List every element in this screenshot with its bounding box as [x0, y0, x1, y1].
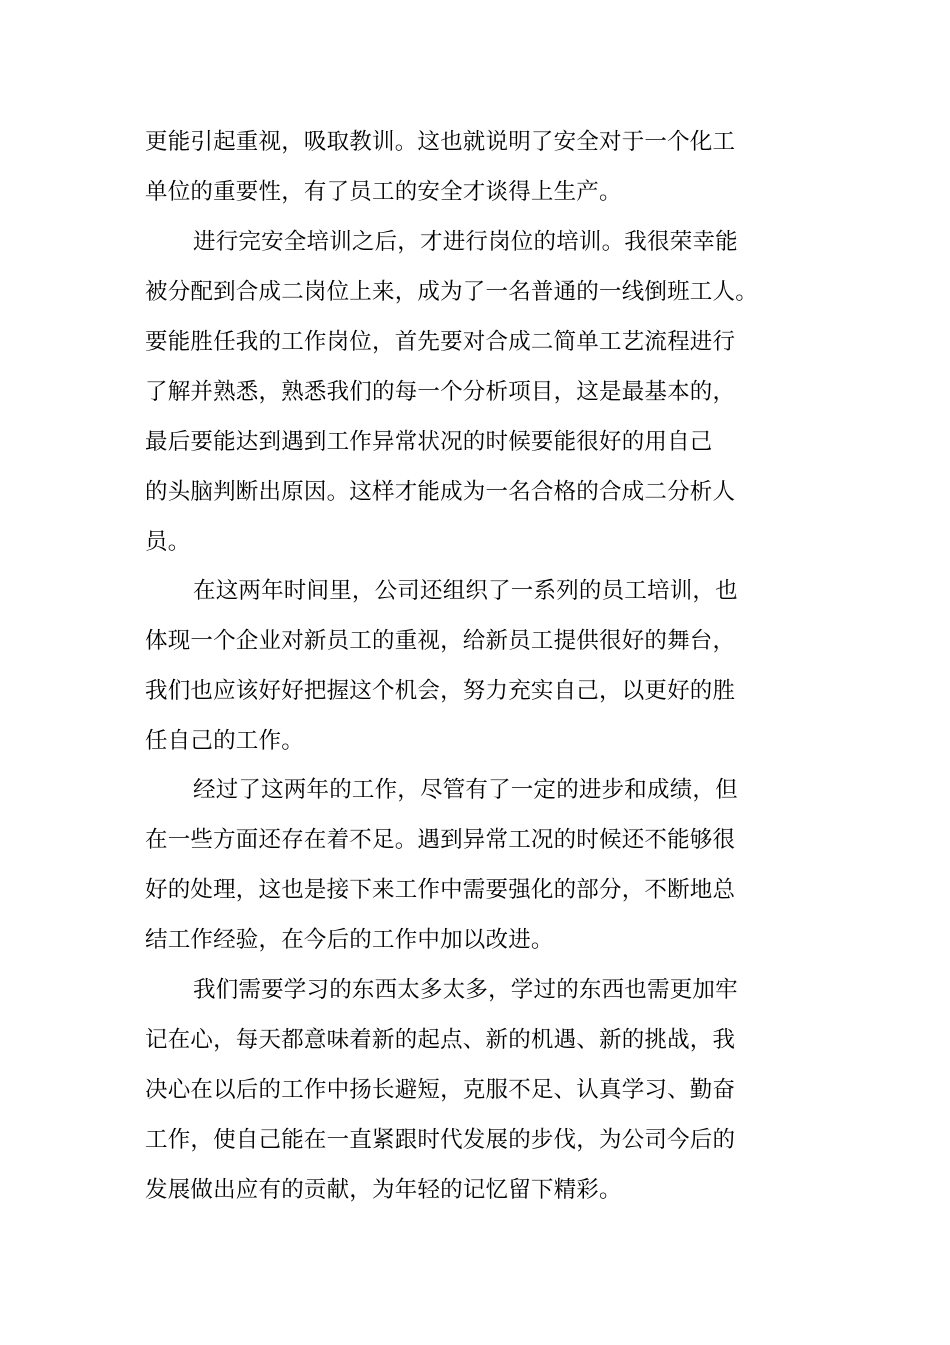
- text-line: 最后要能达到遇到工作异常状况的时候要能很好的用自己: [145, 429, 713, 455]
- text-line: 发展做出应有的贡献，为年轻的记忆留下精彩。: [145, 1177, 622, 1203]
- text-line: 记在心，每天都意味着新的起点、新的机遇、新的挑战，我: [145, 1027, 736, 1053]
- text-line: 任自己的工作。: [145, 728, 304, 754]
- text-line: 在一些方面还存在着不足。遇到异常工况的时候还不能够很: [145, 827, 736, 853]
- text-line: 的头脑判断出原因。这样才能成为一名合格的合成二分析人: [145, 479, 736, 505]
- text-line: 单位的重要性，有了员工的安全才谈得上生产。: [145, 179, 622, 205]
- text-line: 了解并熟悉，熟悉我们的每一个分析项目，这是最基本的，: [145, 379, 736, 405]
- text-line: 决心在以后的工作中扬长避短，克服不足、认真学习、勤奋: [145, 1077, 736, 1103]
- text-line: 我们也应该好好把握这个机会，努力充实自己，以更好的胜: [145, 678, 736, 704]
- text-line: 工作，使自己能在一直紧跟时代发展的步伐，为公司今后的: [145, 1127, 736, 1153]
- text-line: 好的处理，这也是接下来工作中需要强化的部分，不断地总: [145, 877, 736, 903]
- text-line: 被分配到合成二岗位上来，成为了一名普通的一线倒班工人。: [145, 279, 758, 305]
- paragraph-first-line: 经过了这两年的工作，尽管有了一定的进步和成绩，但: [193, 777, 738, 803]
- paragraph-first-line: 在这两年时间里，公司还组织了一系列的员工培训，也: [193, 578, 738, 604]
- paragraph-first-line: 我们需要学习的东西太多太多，学过的东西也需更加牢: [193, 977, 738, 1003]
- text-line: 体现一个企业对新员工的重视，给新员工提供很好的舞台，: [145, 628, 736, 654]
- text-line: 结工作经验，在今后的工作中加以改进。: [145, 927, 554, 953]
- text-line: 员。: [145, 529, 191, 555]
- paragraph-first-line: 进行完安全培训之后，才进行岗位的培训。我很荣幸能: [193, 229, 738, 255]
- text-line: 要能胜任我的工作岗位，首先要对合成二简单工艺流程进行: [145, 329, 736, 355]
- text-line: 更能引起重视，吸取教训。这也就说明了安全对于一个化工: [145, 129, 736, 155]
